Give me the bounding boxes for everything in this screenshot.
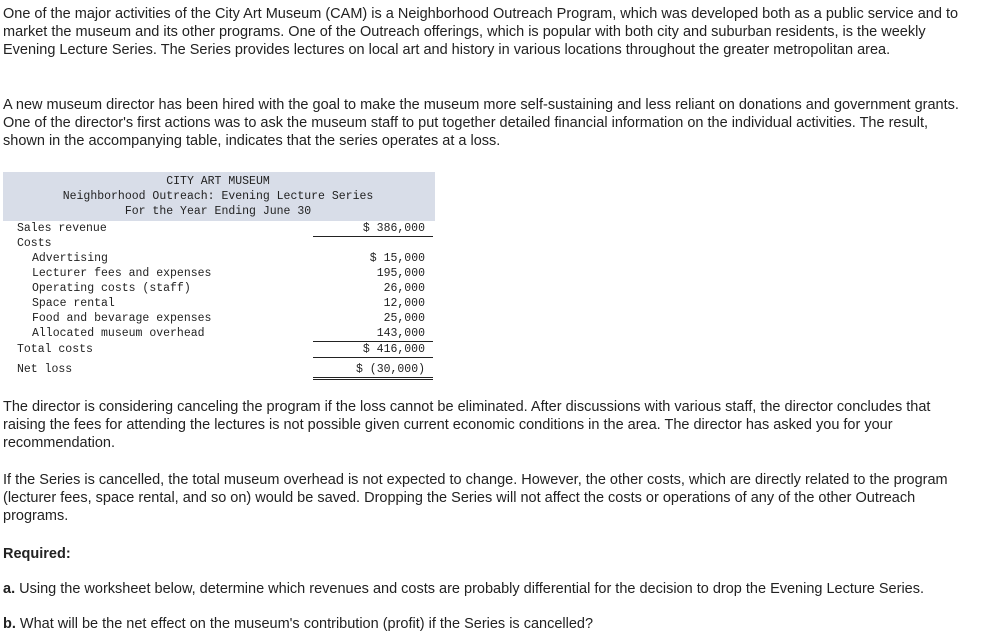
- row-label: Lecturer fees and expenses: [32, 267, 212, 280]
- row-value: $ 15,000: [369, 252, 425, 265]
- row-label: Food and bevarage expenses: [32, 312, 212, 325]
- row-label: Allocated museum overhead: [32, 327, 205, 340]
- row-label: Costs: [17, 237, 52, 250]
- row-value: 26,000: [383, 282, 425, 295]
- statement-subtitle: Neighborhood Outreach: Evening Lecture Series: [62, 190, 374, 203]
- cost-item-row: [3, 326, 435, 341]
- row-value: $ 416,000: [313, 342, 433, 358]
- total-costs-row: [3, 342, 435, 357]
- row-value: 143,000: [313, 326, 433, 342]
- question-letter: b.: [3, 616, 16, 632]
- intro-paragraph: One of the major activities of the City Art Museum (CAM) is a Neighborhood Outreach Program, which was developed both as a public service and to market the museum and its other programs. One of the Outreach offerings, which is popular with both city and suburban residents, is the weekly Evening Lecture Series. The Series provides lectures on local art and history in various locations throughout the greater metropolitan area.: [3, 6, 959, 58]
- sales-revenue-row: [3, 221, 435, 236]
- row-value: 25,000: [383, 312, 425, 325]
- row-value: $ 386,000: [313, 221, 433, 237]
- row-label: Advertising: [32, 252, 108, 265]
- question-text: What will be the net effect on the museum's contribution (profit) if the Series is cancelled?: [19, 616, 594, 632]
- director-paragraph: A new museum director has been hired with the goal to make the museum more self-sustaining and less reliant on donations and government grants. One of the director's first actions was to ask the museum staff to put together detailed financial information on the individual activities. The result, shown in the accompanying table, indicates that the series operates at a loss.: [3, 97, 959, 149]
- cost-item-row: [3, 296, 435, 311]
- statement-title: CITY ART MUSEUM: [166, 175, 270, 188]
- row-label: Operating costs (staff): [32, 282, 191, 295]
- income-statement-table: [3, 172, 435, 377]
- statement-header: [3, 172, 435, 221]
- row-label: Space rental: [32, 297, 115, 310]
- row-value: 195,000: [376, 267, 425, 280]
- row-label: Net loss: [17, 363, 73, 376]
- required-heading: Required:: [3, 546, 71, 562]
- question-a: [3, 580, 982, 598]
- costs-heading-row: [3, 236, 435, 251]
- row-label: Sales revenue: [17, 222, 107, 235]
- cost-item-row: [3, 251, 435, 266]
- cost-item-row: [3, 266, 435, 281]
- cost-item-row: [3, 281, 435, 296]
- row-label: Total costs: [17, 343, 93, 356]
- question-b: [3, 615, 963, 633]
- net-loss-row: [3, 362, 435, 377]
- row-value: $ (30,000): [313, 362, 433, 380]
- statement-period: For the Year Ending June 30: [124, 205, 312, 218]
- row-value: 12,000: [383, 297, 425, 310]
- question-letter: a.: [3, 581, 16, 597]
- cost-item-row: [3, 311, 435, 326]
- overhead-paragraph: If the Series is cancelled, the total museum overhead is not expected to change. However, the other costs, which are directly related to the program (lecturer fees, space rental, and so on) would be saved. Dropping the Series will not affect the costs or operations of any of the other Outreach programs.: [3, 472, 948, 524]
- consideration-paragraph: The director is considering canceling the program if the loss cannot be eliminated. After discussions with various staff, the director concludes that raising the fees for attending the lectures is not possible given current economic conditions in the area. The director has asked you for your recommendation.: [3, 399, 931, 451]
- question-text: Using the worksheet below, determine which revenues and costs are probably differential for the decision to drop the Evening Lecture Series.: [19, 581, 925, 597]
